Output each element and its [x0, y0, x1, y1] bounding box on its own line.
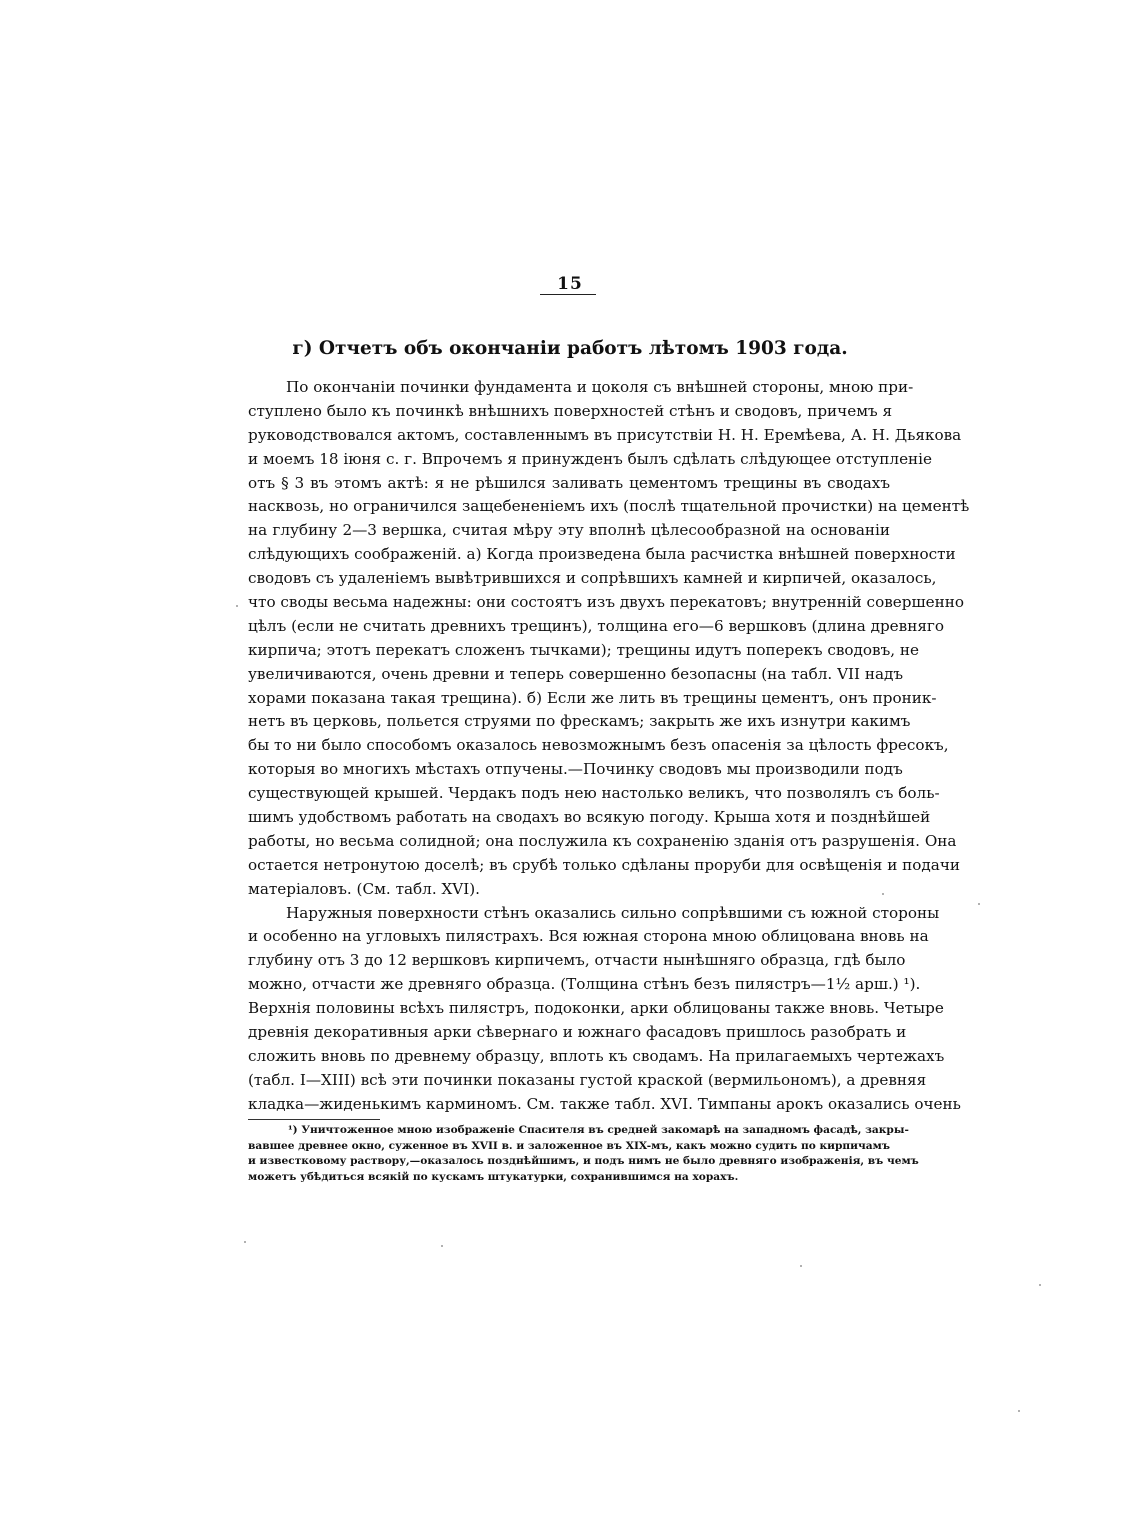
- body-line: увеличиваются, очень древни и теперь совершенно безопасны (на табл. VII надъ: [248, 664, 904, 683]
- scan-speck: [1039, 1284, 1041, 1286]
- body-line: кладка—жиденькимъ карминомъ. См. также табл. XVI. Тимпаны арокъ оказались очень: [248, 1094, 961, 1113]
- body-line: которыя во многихъ мѣстахъ отпучены.—Починку сводовъ мы производили подъ: [248, 760, 903, 779]
- body-line: остается нетронутою доселѣ; въ срубѣ только сдѣланы проруби для освѣщенiя и подачи: [248, 855, 960, 874]
- body-line: нетъ въ церковь, польется струями по фрескамъ; закрыть же ихъ изнутри какимъ: [248, 712, 911, 731]
- body-line: сложить вновь по древнему образцу, вплоть къ сводамъ. На прилагаемыхъ чертежахъ: [248, 1046, 945, 1065]
- body-line: руководствовался актомъ, составленнымъ въ присутствiи Н. Н. Еремѣева, А. Н. Дьякова: [248, 425, 962, 444]
- body-line: шимъ удобствомъ работать на сводахъ во всякую погоду. Крыша хотя и позднѣйшей: [248, 808, 931, 827]
- body-line: работы, но весьма солидной; она послужила къ сохраненiю зданiя отъ разрушенiя. Она: [248, 831, 957, 850]
- body-line: сводовъ съ удаленiемъ вывѣтрившихся и сопрѣвшихъ камней и кирпичей, оказалось,: [248, 569, 937, 588]
- scan-speck: [441, 1245, 443, 1247]
- body-line: цѣлъ (если не считать древнихъ трещинъ), толщина его—6 вершковъ (длина древняго: [248, 616, 945, 635]
- footnote-line: можетъ убѣдиться всякiй по кускамъ штукатурки, сохранившимся на хорахъ.: [248, 1170, 739, 1183]
- section-heading: г) Отчетъ объ окончанiи работъ лѣтомъ 1903 года.: [292, 338, 848, 359]
- scan-speck: [978, 903, 980, 905]
- body-line: существующей крышей. Чердакъ подъ нею настолько великъ, что позволялъ съ боль-: [248, 784, 940, 803]
- body-line: матерiаловъ. (См. табл. XVI).: [248, 879, 481, 898]
- body-line: Наружныя поверхности стѣнъ оказались сильно сопрѣвшими съ южной стороны: [286, 903, 940, 922]
- body-line: Верхнiя половины всѣхъ пилястръ, подоконки, арки облицованы также вновь. Четыре: [248, 999, 944, 1018]
- footnote: [248, 1123, 919, 1185]
- page-number-rule: [540, 294, 596, 295]
- scan-speck: [800, 1265, 802, 1267]
- scan-speck: [244, 1241, 246, 1243]
- footnote-line: ¹) Уничтоженное мною изображенiе Спасителя въ средней закомарѣ на западномъ фасадѣ, закры-: [288, 1124, 909, 1136]
- body-line: и особенно на угловыхъ пилястрахъ. Вся южная сторона мною облицована вновь на: [248, 927, 929, 946]
- body-line: кирпича; этотъ перекатъ сложенъ тычками); трещины идутъ поперекъ сводовъ, не: [248, 640, 920, 659]
- body-line: отъ § 3 въ этомъ актѣ: я не рѣшился заливать цементомъ трещины въ сводахъ: [248, 473, 890, 492]
- body-line: ступлено было къ починкѣ внѣшнихъ поверхностей стѣнъ и сводовъ, причемъ я: [248, 401, 893, 420]
- body-line: слѣдующихъ соображенiй. а) Когда произведена была расчистка внѣшней поверхности: [248, 545, 956, 564]
- body-line: что своды весьма надежны: они состоятъ изъ двухъ перекатовъ; внутреннiй совершенно: [248, 593, 964, 612]
- footnote-line: вавшее древнее окно, суженное въ XVII в. и заложенное въ XIX-мъ, какъ можно судить по кирпичамъ: [248, 1139, 890, 1152]
- body-text: [248, 376, 970, 1117]
- scan-speck: [1018, 1410, 1020, 1412]
- body-line: и моемъ 18 iюня с. г. Впрочемъ я принужденъ былъ сдѣлать слѣдующее отступленiе: [248, 449, 933, 468]
- body-line: глубину отъ 3 до 12 вершковъ кирпичемъ, отчасти нынѣшняго образца, гдѣ было: [248, 951, 906, 970]
- body-line: бы то ни было способомъ оказалось невозможнымъ безъ опасенiя за цѣлость фресокъ,: [248, 736, 949, 755]
- body-line: (табл. I—XIII) всѣ эти починки показаны густой краской (вермильономъ), а древняя: [248, 1070, 927, 1089]
- body-line: можно, отчасти же древняго образца. (Толщина стѣнъ безъ пилястръ—1½ арш.) ¹).: [248, 975, 921, 994]
- scan-speck: [236, 605, 238, 607]
- footnote-rule: [248, 1119, 380, 1120]
- scan-speck: [882, 893, 884, 895]
- footnote-line: и известковому раствору,—оказалось позднѣйшимъ, и подъ нимъ не было древняго изображенiя, въ чемъ: [248, 1155, 919, 1168]
- page-number: 15: [557, 274, 583, 294]
- body-line: По окончанiи починки фундамента и цоколя съ внѣшней стороны, мною при-: [286, 378, 914, 396]
- body-line: древнiя декоративныя арки сѣвернаго и южнаго фасадовъ пришлось разобрать и: [248, 1023, 907, 1042]
- body-line: хорами показана такая трещина). б) Если же лить въ трещины цементъ, онъ проник-: [248, 688, 937, 707]
- body-line: на глубину 2—3 вершка, считая мѣру эту вполнѣ цѣлесообразной на основанiи: [248, 521, 890, 540]
- body-line: насквозь, но ограничился защебененiемъ ихъ (послѣ тщательной прочистки) на цементѣ: [248, 497, 970, 516]
